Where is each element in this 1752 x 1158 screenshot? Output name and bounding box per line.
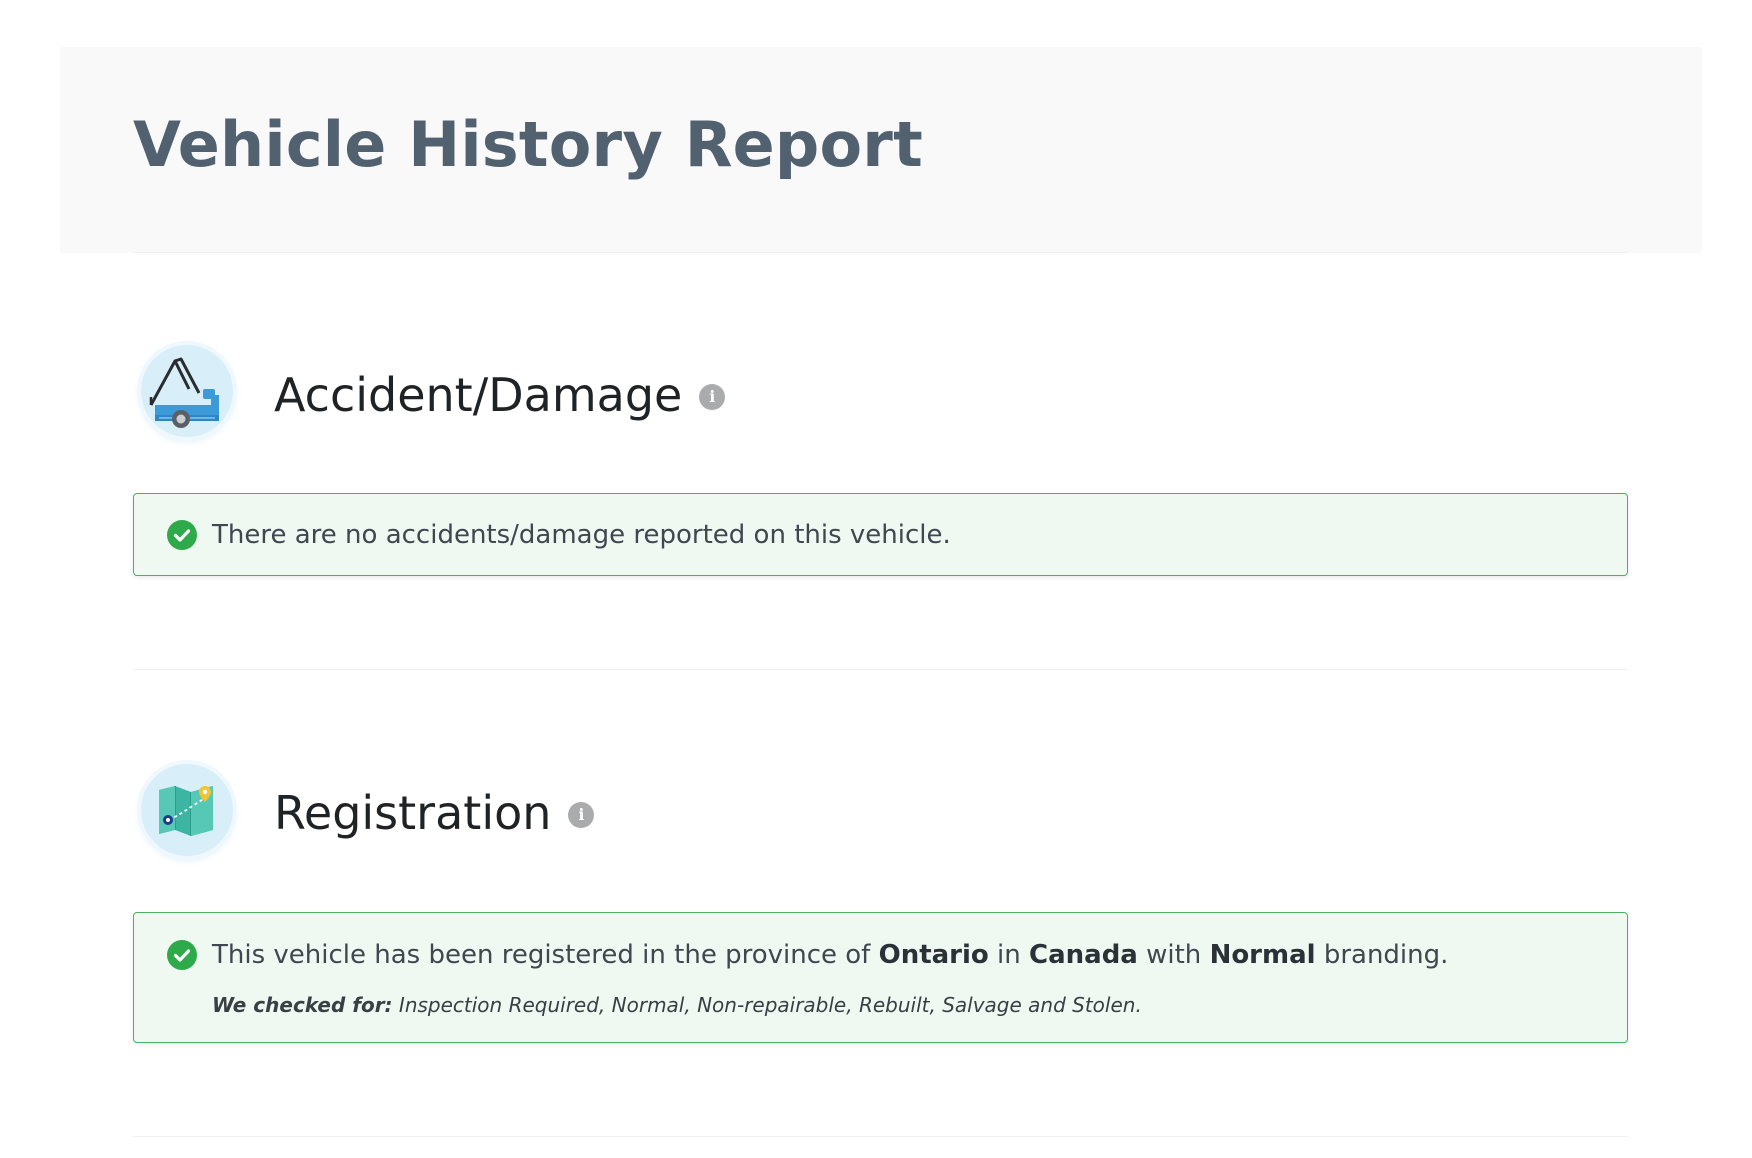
registration-word-with: with (1146, 940, 1202, 970)
checked-for-text (212, 993, 1142, 1017)
section-title-label: Registration (274, 786, 552, 840)
divider (133, 669, 1628, 670)
registration-result-text (212, 940, 1448, 970)
check-circle-icon (167, 940, 197, 970)
info-icon[interactable]: i (699, 384, 725, 410)
accident-result-box (133, 493, 1628, 576)
check-circle-icon (167, 520, 197, 550)
page-title: Vehicle History Report (133, 108, 923, 181)
divider (133, 1136, 1628, 1137)
section-title-accident-damage (274, 368, 725, 422)
section-title-registration (274, 786, 594, 840)
info-icon[interactable]: i (568, 802, 594, 828)
tow-truck-icon (141, 345, 233, 437)
accident-result-text: There are no accidents/damage reported on this vehicle. (212, 520, 951, 550)
map-icon (141, 764, 233, 856)
section-title-label: Accident/Damage (274, 368, 683, 422)
branding-value: Normal (1209, 940, 1316, 970)
province-value: Ontario (878, 940, 989, 970)
registration-word-in: in (997, 940, 1021, 970)
registration-message-prefix: This vehicle has been registered in the province of (212, 940, 871, 970)
divider (133, 252, 1628, 253)
registration-message-suffix: branding. (1323, 940, 1449, 970)
checked-for-items: Inspection Required, Normal, Non-repairable, Rebuilt, Salvage and Stolen. (398, 993, 1142, 1017)
registration-result-box (133, 912, 1628, 1043)
checked-for-label: We checked for: (212, 993, 393, 1017)
country-value: Canada (1029, 940, 1138, 970)
